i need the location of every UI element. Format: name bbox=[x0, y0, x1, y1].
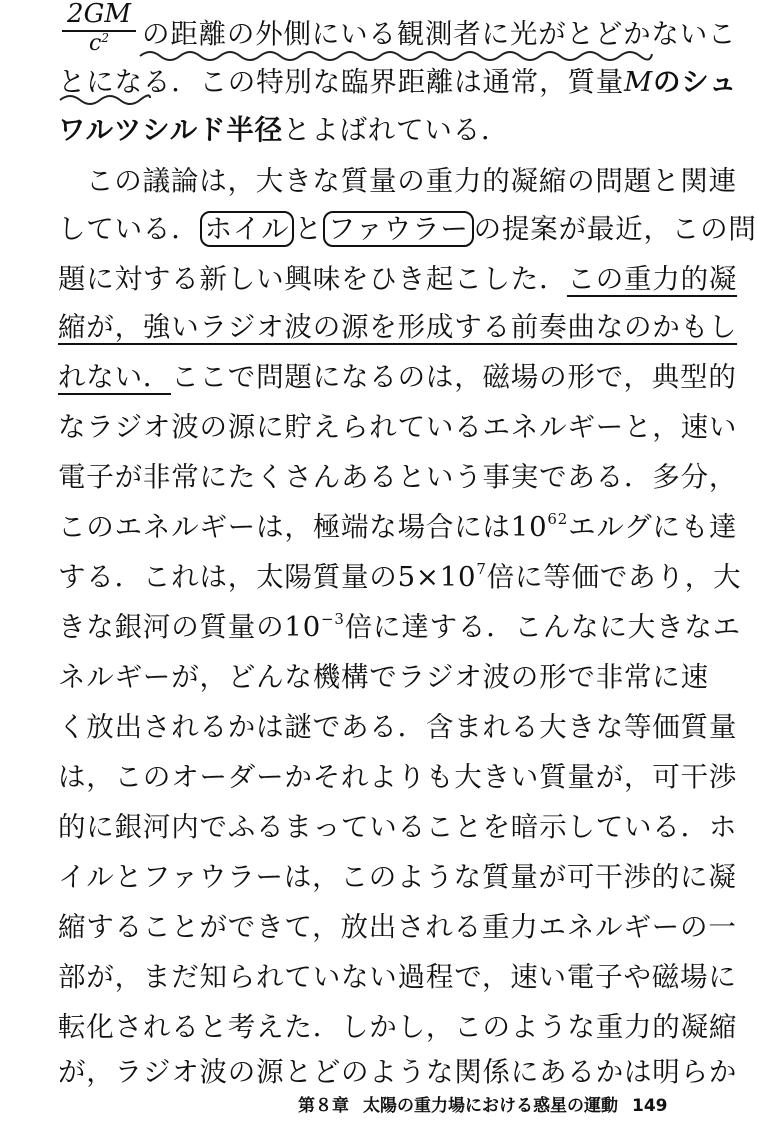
text-line-18: イルとファウラーは，このような質量が可干渉的に凝 bbox=[58, 861, 737, 893]
text-line-11: このエネルギーは，極端な場合には$10^{62}$エルグにも達 bbox=[58, 510, 738, 543]
text-line-15: く放出されるかは謎である．含まれる大きな等価質量 bbox=[58, 711, 738, 743]
text-line-16: は，このオーダーかそれよりも大きい質量が，可干渉 bbox=[58, 761, 738, 793]
text-line-2: とになる．この特別な臨界距離は通常，質量Mのシュ bbox=[58, 66, 738, 98]
text-line-20: 部が，まだ知られていない過程で，速い電子や磁場に bbox=[58, 961, 737, 993]
text-line-1: の距離の外側にいる観測者に光がとどかないこ bbox=[142, 18, 737, 50]
page-number: 149 bbox=[632, 1096, 668, 1116]
text-line-17: 的に銀河内でふるまっていることを暗示している．ホ bbox=[58, 811, 738, 843]
footer-chapter: 第８章 bbox=[298, 1096, 349, 1116]
formula-denominator: $c^2$ bbox=[89, 31, 109, 56]
text-line-9: なラジオ波の源に貯えられているエネルギーと，速い bbox=[58, 411, 738, 443]
text-line-12: する．これは，太陽質量の$5\times 10^7$倍に等価であり，大 bbox=[58, 560, 742, 593]
text-line-3: ワルツシルド半径とよばれている． bbox=[58, 114, 510, 146]
text-line-21: 転化されると考えた．しかし，このような重力的凝縮 bbox=[58, 1011, 738, 1043]
text-line-22: が，ラジオ波の源とどのような関係にあるかは明らか bbox=[58, 1056, 738, 1088]
formula-numerator: 2GM bbox=[67, 0, 131, 29]
text-line-5: している． ホイル と ファウラー の提案が最近，この問 bbox=[58, 213, 757, 245]
text-line-8: れない．ここで問題になるのは，磁場の形で，典型的 bbox=[58, 361, 737, 393]
text-line-6: 題に対する新しい興味をひき起こした．この重力的凝 bbox=[58, 263, 738, 295]
text-line-10: 電子が非常にたくさんあるという事実である．多分， bbox=[58, 461, 738, 493]
underlined-text: れない． bbox=[58, 361, 172, 393]
fowler-boxed: ファウラー bbox=[323, 211, 474, 247]
text-line-19: 縮することができて，放出される重力エネルギーの一 bbox=[58, 911, 737, 943]
underlined-text: この重力的凝 bbox=[567, 263, 738, 295]
footer-title: 太陽の重力場における惑星の運動 bbox=[363, 1096, 618, 1116]
text-line-7 bbox=[58, 307, 738, 347]
text-line-13: きな銀河の質量の$10^{-3}$倍に達する．こんなに大きなエ bbox=[58, 610, 741, 643]
hoyle-boxed: ホイル bbox=[200, 211, 295, 247]
text-line-14: ネルギーが，どんな機構でラジオ波の形で非常に速 bbox=[58, 661, 709, 693]
underlined-text: 縮が，強いラジオ波の源を形成する前奏曲なのかもし bbox=[58, 311, 738, 343]
page-footer bbox=[298, 1094, 668, 1118]
text-line-4: この議論は，大きな質量の重力的凝縮の問題と関連 bbox=[86, 165, 737, 197]
schwarzschild-radius-term: ワルツシルド半径 bbox=[58, 114, 283, 146]
formula-fraction bbox=[58, 0, 140, 58]
